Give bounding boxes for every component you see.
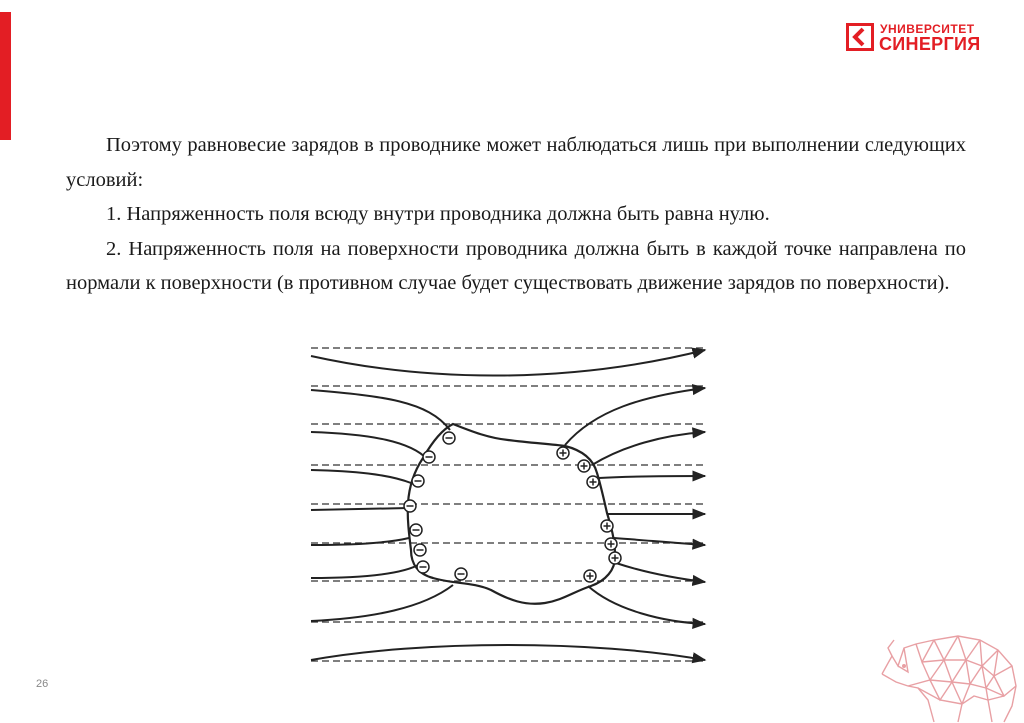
- negative-charge: [423, 451, 435, 463]
- negative-charge: [412, 475, 424, 487]
- field-lines: [311, 350, 705, 660]
- logo-mark-icon: [846, 23, 874, 51]
- positive-charge: [609, 552, 621, 564]
- negative-charge: [417, 561, 429, 573]
- conductor-field-diagram: [303, 338, 715, 670]
- page-number: 26: [36, 678, 49, 690]
- logo-text-line2: СИНЕРГИЯ: [879, 34, 981, 54]
- positive-charge: [601, 520, 613, 532]
- positive-charge: [584, 570, 596, 582]
- logo-text-line1: УНИВЕРСИТЕТ: [880, 22, 975, 36]
- negative-charge: [404, 500, 416, 512]
- slide-text: [66, 128, 966, 301]
- negative-charge: [410, 524, 422, 536]
- paragraph-condition-1: 1. Напряженность поля всюду внутри проводника должна быть равна нулю.: [106, 203, 770, 225]
- rhino-mascot-icon: [874, 626, 1020, 723]
- negative-charges: [404, 432, 467, 580]
- positive-charge: [605, 538, 617, 550]
- positive-charge: [578, 460, 590, 472]
- university-logo[interactable]: [846, 22, 996, 56]
- positive-charge: [587, 476, 599, 488]
- positive-charge: [557, 447, 569, 459]
- paragraph-intro: Поэтому равновесие зарядов в проводнике может наблюдаться лишь при выполнении следующих условий:: [66, 134, 966, 191]
- negative-charge: [414, 544, 426, 556]
- negative-charge: [443, 432, 455, 444]
- paragraph-condition-2: 2. Напряженность поля на поверхности проводника должна быть в каждой точке направлена по нормали к поверхности (в противном случае будет существовать движение зарядов по поверхности).: [66, 237, 966, 294]
- accent-bar: [0, 12, 11, 140]
- negative-charge: [455, 568, 467, 580]
